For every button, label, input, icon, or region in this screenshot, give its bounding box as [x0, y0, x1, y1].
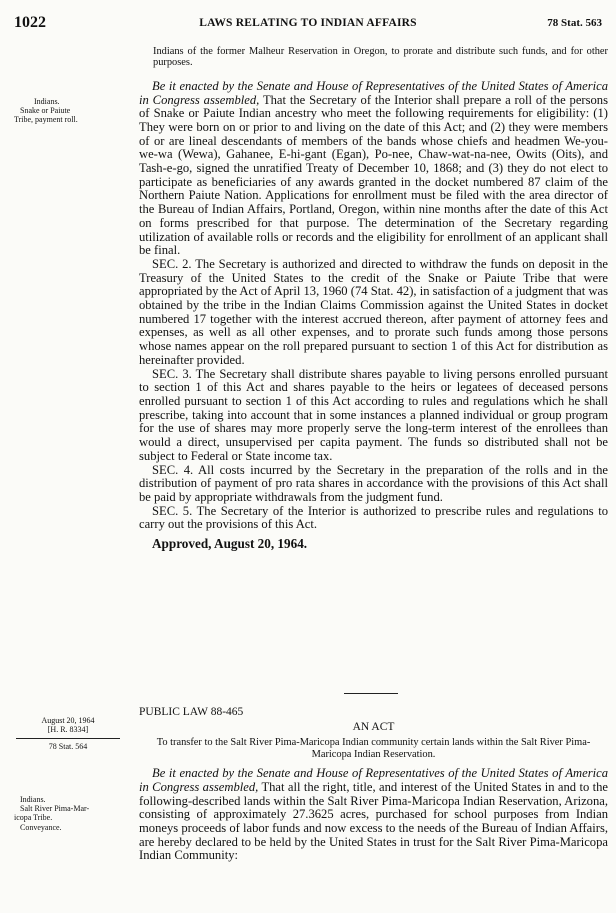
law-2 — [139, 706, 608, 863]
act-heading: AN ACT — [352, 720, 395, 733]
statute-reference: 78 Stat. 563 — [547, 17, 602, 29]
margin-note-stat: 78 Stat. 564 — [48, 742, 88, 751]
section-5: SEC. 5. The Secretary of the Interior is authorized to prescribe rules and regulations to carry out the provisions of this Act. — [139, 503, 608, 532]
margin-note-line: Tribe, payment roll. — [14, 115, 78, 125]
public-law-number: PUBLIC LAW 88-465 — [139, 706, 244, 718]
margin-note-line: Conveyance. — [20, 822, 62, 832]
margin-note-line: Indians. — [20, 795, 46, 804]
enacting-clause-2: Be it enacted by the Senate and House of Representatives of the United States of America in Congress assembled, — [139, 766, 608, 794]
margin-note-date: August 20, 1964 — [41, 716, 95, 725]
enacting-clause: Be it enacted by the Senate and House of Representatives of the United States of America in Congress assembled, — [139, 78, 608, 107]
running-title: LAWS RELATING TO INDIAN AFFAIRS — [199, 17, 417, 29]
section-4: SEC. 4. All costs incurred by the Secretary in the preparation of the rolls and in the distribution of payment of pro rata shares in accordance with the provisions of this Act shall be paid by appropriate withdrawals from the judgment fund. — [139, 462, 608, 504]
margin-note-bill: [H. R. 8334] — [47, 725, 89, 735]
section-1 — [139, 80, 608, 258]
margin-divider — [16, 738, 120, 739]
margin-note-line: Indians. — [34, 97, 60, 106]
section-1-body: That the Secretary of the Interior shall prepare a roll of the persons of Snake or Paiute Indian ancestry who meet the following requirements for eligibility: (1) They were born on or prior to and living on the date of this Act; and (2) they were members of or are lineal descendants of members of the bands whose chiefs and headmen We-you-we-wa (Wewa), Gahanee, E-hi-gant (Egan), Po-nee, Chaw-wat-na-nee, Owits (Oits), and Tash-e-go, signed the unratified Treaty of December 10, 1868; and (3) they do not elect to participate as beneficiaries of any awards granted in the docket numbered 87 claim of the Northern Paiute Nation. Applications for enrollment must be filed with the area director of the Bureau of Indian Affairs, Portland, Oregon, within nine months after the date of this Act on forms prescribed for that purpose. The determination of the Secretary regarding utilization of available rolls or records and the eligibility for enrollment of an applicant shall be final. — [139, 92, 609, 258]
margin-note-line: Salt River Pima-Mar- — [20, 804, 90, 814]
law-2-section-1 — [139, 767, 608, 863]
margin-note-snake-paiute — [14, 97, 126, 125]
margin-note-line: Snake or Paiute — [20, 106, 71, 116]
margin-note-enactment — [14, 716, 122, 734]
approval-line: Approved, August 20, 1964. — [152, 536, 308, 552]
page-header — [14, 14, 602, 36]
section-3: SEC. 3. The Secretary shall distribute shares payable to living persons enrolled pursuant to section 1 of this Act and shares payable to the heirs or legatees of deceased persons enrolled pursuant to section 1 of this Act according to rules and regulations which he shall prescribe, taking into account that in some instances a planned individual or group program for the use of shares may more properly serve the long-term interest of the enrollees than would a direct, unsupervised per capita payment. The funds so distributed shall not be subject to Federal or State income tax. — [139, 366, 608, 463]
page-number: 1022 — [14, 14, 46, 31]
margin-note-line: icopa Tribe. — [14, 813, 53, 823]
law-separator — [344, 693, 398, 694]
law-1 — [139, 46, 608, 551]
act-purpose: Indians of the former Malheur Reservation in Oregon, to prorate and distribute such funds, and for other purposes. — [153, 46, 608, 69]
law-2-body: That all the right, title, and interest of the United States in and to the following-described lands within the Salt River Pima-Maricopa Indian Reservation, Arizona, consisting of approximately 27.3625 acres, purchased for school purposes from Indian moneys proceeds of labor funds and now excess to the needs of the Bureau of Indian Affairs, are hereby declared to be held by the United States in trust for the Salt River Pima-Maricopa Indian Community: — [139, 779, 609, 863]
act-purpose-2: To transfer to the Salt River Pima-Maricopa Indian community certain lands within the Salt River Pima-Maricopa Indian Reservation. — [156, 737, 591, 760]
section-2: SEC. 2. The Secretary is authorized and directed to withdraw the funds on deposit in the Treasury of the United States to the credit of the Snake or Paiute Tribe that were appropriated by the Act of April 13, 1960 (74 Stat. 42), in satisfaction of a judgment that was obtained by the tribe in the Indian Claims Commission against the United States in docket numbered 17 together with the interest accrued thereon, after payment of attorney fees and expenses, as well as all other expenses, and to prorate such funds among those persons whose names appear on the roll prepared pursuant to section 1 of this Act for distribution as hereinafter provided. — [139, 256, 608, 367]
margin-note-salt-river — [14, 795, 126, 832]
